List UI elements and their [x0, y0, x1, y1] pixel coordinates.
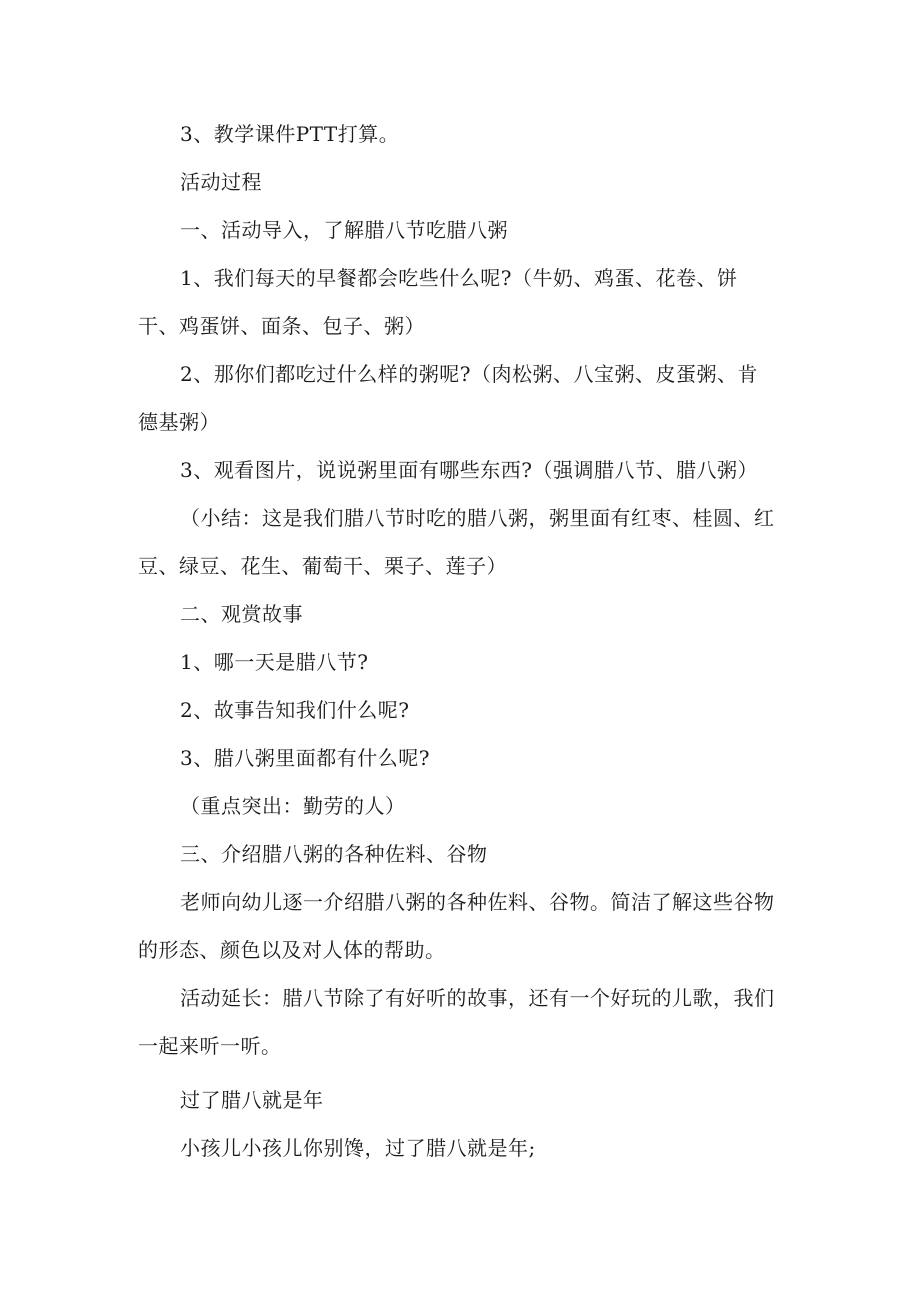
paragraph-story-q3: 3、腊八粥里面都有什么呢? [180, 746, 430, 770]
heading-nursery-rhyme: 过了腊八就是年 [180, 1088, 324, 1112]
paragraph-summary: （小结：这是我们腊八节时吃的腊八粥，粥里面有红枣、桂圆、红豆、绿豆、花生、葡萄干、栗子、莲子） [138, 506, 775, 578]
heading-section-2: 二、观赏故事 [180, 602, 303, 626]
paragraph-question-2: 2、那你们都吃过什么样的粥呢?（肉松粥、八宝粥、皮蛋粥、肯德基粥） [138, 362, 758, 434]
paragraph-story-q1: 1、哪一天是腊八节? [180, 650, 369, 674]
paragraph-extension: 活动延长：腊八节除了有好听的故事，还有一个好玩的儿歌，我们一起来听一听。 [138, 986, 775, 1058]
paragraph-introduction: 老师向幼儿逐一介绍腊八粥的各种佐料、谷物。简洁了解这些谷物的形态、颜色以及对人体的帮助。 [138, 890, 775, 962]
paragraph-rhyme-line-1: 小孩儿小孩儿你别馋，过了腊八就是年; [180, 1136, 536, 1160]
paragraph-question-1: 1、我们每天的早餐都会吃些什么呢?（牛奶、鸡蛋、花卷、饼干、鸡蛋饼、面条、包子、粥） [138, 266, 738, 338]
heading-activity-process: 活动过程 [180, 170, 262, 194]
paragraph-story-q2: 2、故事告知我们什么呢? [180, 698, 410, 722]
paragraph-materials-3: 3、教学课件PTT打算。 [180, 122, 400, 146]
heading-section-3: 三、介绍腊八粥的各种佐料、谷物 [180, 842, 488, 866]
paragraph-question-3: 3、观看图片，说说粥里面有哪些东西?（强调腊八节、腊八粥） [180, 458, 758, 482]
paragraph-key-point: （重点突出：勤劳的人） [180, 794, 406, 818]
heading-section-1: 一、活动导入，了解腊八节吃腊八粥 [180, 218, 508, 242]
